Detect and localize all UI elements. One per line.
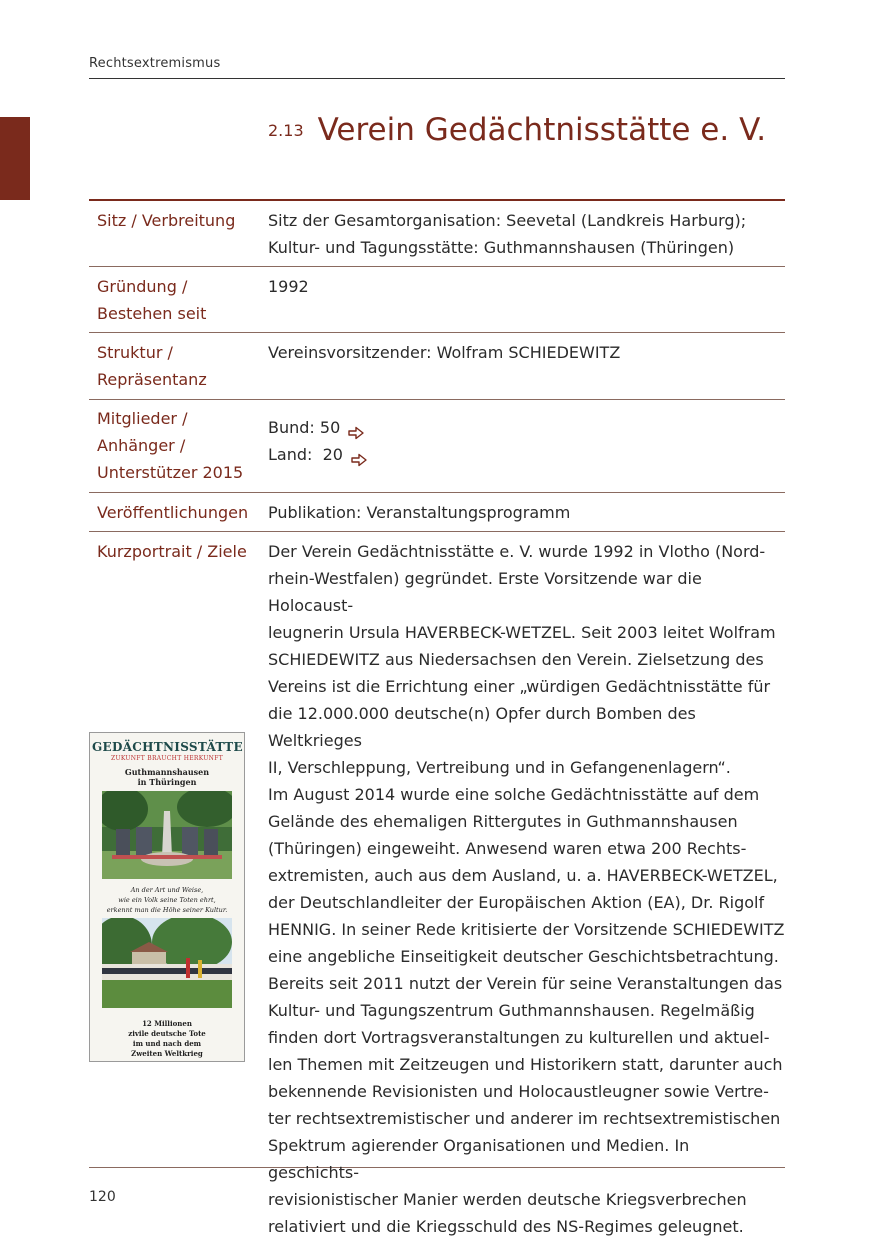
row-value [268,405,785,492]
text-line: Gelände des ehemaligen Rittergutes in Guthmannshausen [268,812,738,831]
row-label: Sitz / Verbreitung [97,211,236,230]
text-line: ter rechtsextremistischer und anderer im rechtsextremistischen [268,1109,781,1128]
brochure-place [92,767,242,787]
chapter-title: Verein Gedächtnisstätte e. V. [317,112,767,148]
text-line: relativiert und die Kriegsschuld des NS-Regimes geleugnet. [268,1217,744,1236]
row-label [89,405,268,492]
row-kurzportrait [89,532,785,1236]
brochure-caption [92,1019,242,1059]
text-line: II, Verschleppung, Vertreibung und in Gefangenenlagern“. [268,758,731,777]
text-line: rhein-Westfalen) gegründet. Erste Vorsitzende war die Holocaust- [268,569,702,615]
arrow-right-icon [348,421,364,435]
text-line: len Themen mit Zeitzeugen und Historikern statt, darunter auch [268,1055,783,1074]
row-label: Kurzportrait / Ziele [97,542,247,561]
label-line: Struktur / [97,343,173,362]
member-count-text: Bund: 50 [268,418,341,437]
value-line: Kultur- und Tagungsstätte: Guthmannshausen (Thüringen) [268,238,735,257]
row-gruendung [89,267,785,333]
member-count-bund [268,414,785,441]
chapter-heading [268,112,766,148]
header-rule [89,78,785,79]
label-line: Bestehen seit [97,304,207,323]
label-line: Gründung / [97,277,188,296]
text-line: Vereins ist die Errichtung einer „würdigen Gedächtnisstätte für [268,677,771,696]
brochure-quote [92,885,242,915]
running-head: Rechtsextremismus [89,56,221,71]
memorial-photo [102,791,232,879]
brochure-cover [92,735,242,1059]
brochure-caption-line: im und nach dem [132,1039,202,1048]
brochure-place-line: in Thüringen [137,777,197,787]
text-line: (Thüringen) eingeweiht. Anwesend waren etwa 200 Rechts- [268,839,747,858]
arrow-right-icon [351,448,367,462]
label-line: Anhänger / [97,436,186,455]
brochure-slogan: ZUKUNFT BRAUCHT HERKUNFT [111,755,223,762]
label-line: Unterstützer 2015 [97,463,244,482]
text-line: Im August 2014 wurde eine solche Gedächtnisstätte auf dem [268,785,760,804]
text-line: finden dort Vortragsveranstaltungen zu kulturellen und aktuel- [268,1028,770,1047]
text-line: der Deutschlandleiter der Europäischen Aktion (EA), Dr. Rigolf [268,893,765,912]
row-value: 1992 [268,277,309,296]
row-veroeffentlichungen [89,493,785,532]
text-line: revisionistischer Manier werden deutsche Kriegsverbrechen [268,1190,747,1209]
page-number: 120 [89,1189,116,1205]
brochure-quote-line: wie ein Volk seine Toten ehrt, [118,896,216,904]
member-count-text: Land: 20 [268,445,343,464]
text-line: Spektrum agierender Organisationen und Medien. In geschichts- [268,1136,690,1182]
row-value [268,207,785,266]
brochure-caption-line: Zweiten Weltkrieg [131,1049,203,1058]
row-label [89,273,268,332]
text-line: HENNIG. In seiner Rede kritisierte der Vorsitzende SCHIEDEWITZ [268,920,785,939]
row-value: Vereinsvorsitzender: Wolfram SCHIEDEWITZ [268,343,621,362]
text-line: leugnerin Ursula HAVERBECK-WETZEL. Seit 2003 leitet Wolfram [268,623,776,642]
label-line: Repräsentanz [97,370,207,389]
text-line: SCHIEDEWITZ aus Niedersachsen den Verein. Zielsetzung des [268,650,764,669]
brochure-place-line: Guthmannshausen [124,767,210,777]
member-count-land [268,441,785,468]
row-value: Publikation: Veranstaltungsprogramm [268,503,571,522]
brochure-title: GEDÄCHTNISSTÄTTE [92,740,243,754]
text-line: Der Verein Gedächtnisstätte e. V. wurde 1992 in Vlotho (Nord- [268,542,766,561]
row-struktur [89,333,785,400]
crowd-photo [102,918,232,1008]
row-mitglieder [89,400,785,493]
chapter-tab-marker [0,117,30,200]
brochure-caption-line: 12 Millionen [142,1019,192,1028]
label-line: Mitglieder / [97,409,188,428]
row-value [268,538,785,1236]
brochure-quote-line: An der Art und Weise, [130,886,204,894]
text-line: extremisten, auch aus dem Ausland, u. a. HAVERBECK-WETZEL, [268,866,778,885]
profile-table [89,199,785,1236]
text-line: bekennende Revisionisten und Holocaustleugner sowie Vertre- [268,1082,769,1101]
row-label [89,339,268,399]
text-line: Bereits seit 2011 nutzt der Verein für seine Veranstaltungen das [268,974,783,993]
row-label: Veröffentlichungen [97,503,249,522]
text-line: die 12.000.000 deutsche(n) Opfer durch Bomben des Weltkrieges [268,704,696,750]
text-line: Kultur- und Tagungszentrum Guthmannshausen. Regelmäßig [268,1001,755,1020]
chapter-number: 2.13 [268,121,304,140]
brochure-image [89,732,245,1062]
brochure-caption-line: zivile deutsche Tote [128,1029,206,1038]
text-line: eine angebliche Einseitigkeit deutscher Geschichtsbetrachtung. [268,947,779,966]
row-sitz [89,201,785,267]
brochure-quote-line: erkennt man die Höhe seiner Kultur. [106,906,228,914]
value-line: Sitz der Gesamtorganisation: Seevetal (Landkreis Harburg); [268,211,747,230]
